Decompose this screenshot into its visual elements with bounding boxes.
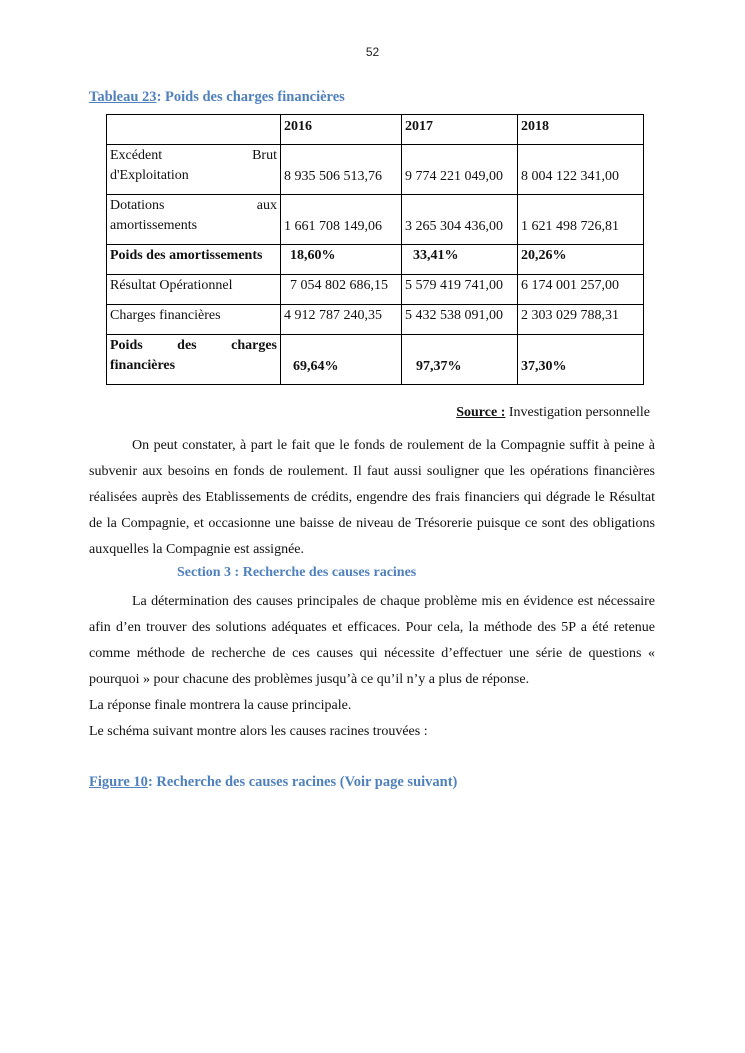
table-caption [89, 89, 345, 106]
table-header-2016: 2016 [281, 115, 402, 145]
financial-charges-table [106, 114, 644, 385]
table-caption-title: : Poids des charges financières [156, 89, 345, 105]
table-row-charges-financieres [107, 305, 644, 335]
table-row-dotations [107, 195, 644, 245]
row-label-line2: amortissements [110, 218, 198, 233]
figure-caption-title: : Recherche des causes racines (Voir page suivant) [147, 774, 458, 790]
table-cell: 3 265 304 436,00 [402, 195, 518, 245]
table-cell: 20,26% [518, 245, 644, 275]
table-row-poids-amortissements [107, 245, 644, 275]
row-label: Charges financières [107, 305, 281, 335]
table-cell: 5 432 538 091,00 [402, 305, 518, 335]
table-caption-link[interactable]: Tableau 23 [89, 89, 157, 105]
row-label-line1: Excédent Brut [110, 148, 277, 163]
table-row-resultat-operationnel [107, 275, 644, 305]
row-label-line2: d'Exploitation [110, 168, 189, 183]
table-cell: 69,64% [281, 335, 402, 385]
section-title: Section 3 : Recherche des causes racines [177, 565, 417, 580]
source-label: Source : [456, 405, 506, 420]
table-source [456, 405, 650, 421]
paragraph-1-text: On peut constater, à part le fait que le fonds de roulement de la Compagnie suffit à peine à subvenir aux besoins en fonds de roulement. Il faut aussi souligner que les opérations financières réalisées auprès des Etablissements de crédits, engendre des frais financiers qui dégrade le Résultat de la Compagnie, et occasionne une baisse de niveau de Trésorerie puisque ce sont des obligations auxquelles la Compagnie est assignée. [89, 438, 655, 557]
table-cell: 8 004 122 341,00 [518, 145, 644, 195]
table-header-empty [107, 115, 281, 145]
table-cell: 5 579 419 741,00 [402, 275, 518, 305]
row-label-line2: financières [110, 358, 176, 373]
row-label [107, 145, 281, 195]
table-cell: 6 174 001 257,00 [518, 275, 644, 305]
table-header-2017: 2017 [402, 115, 518, 145]
table-row-ebe [107, 145, 644, 195]
table-cell: 33,41% [402, 245, 518, 275]
figure-caption [89, 774, 457, 791]
row-label: Résultat Opérationnel [107, 275, 281, 305]
figure-caption-link[interactable]: Figure 10 [89, 774, 148, 790]
paragraph-2 [89, 589, 655, 745]
table-cell: 37,30% [518, 335, 644, 385]
source-text: Investigation personnelle [505, 405, 650, 420]
page-number: 52 [365, 45, 380, 59]
row-label [107, 335, 281, 385]
row-label-line1: Dotations aux [110, 198, 277, 213]
table-row-poids-charges [107, 335, 644, 385]
table-cell: 97,37% [402, 335, 518, 385]
paragraph-2-text: La détermination des causes principales de chaque problème mis en évidence est nécessaire afin d’en trouver des solutions adéquates et efficaces. Pour cela, la méthode des 5P a été retenue comme méthode de recherche de ces causes qui nécessite d’effectuer une série de questions « pourquoi » pour chacune des problèmes jusqu’à ce qu’il n’y a plus de réponse. [89, 594, 655, 687]
table-cell: 4 912 787 240,35 [281, 305, 402, 335]
row-label-line1: Poids des charges [110, 338, 277, 353]
table-cell: 2 303 029 788,31 [518, 305, 644, 335]
table-cell: 8 935 506 513,76 [281, 145, 402, 195]
table-cell: 18,60% [281, 245, 402, 275]
row-label [107, 195, 281, 245]
row-label: Poids des amortissements [107, 245, 281, 275]
paragraph-1 [89, 433, 655, 563]
table-header-2018: 2018 [518, 115, 644, 145]
table-cell: 7 054 802 686,15 [281, 275, 402, 305]
table-cell: 1 661 708 149,06 [281, 195, 402, 245]
final-answer-line: La réponse finale montrera la cause principale. [89, 698, 352, 713]
schema-line: Le schéma suivant montre alors les causes racines trouvées : [89, 724, 428, 739]
table-cell: 1 621 498 726,81 [518, 195, 644, 245]
table-cell: 9 774 221 049,00 [402, 145, 518, 195]
table-header-row [107, 115, 644, 145]
